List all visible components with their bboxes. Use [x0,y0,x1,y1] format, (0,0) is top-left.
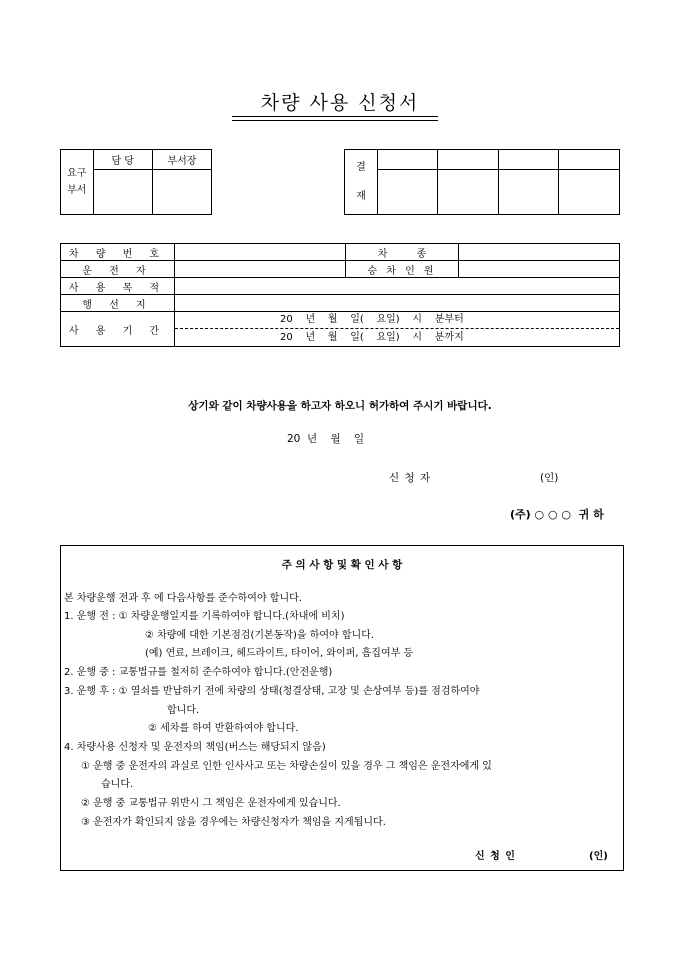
request-dept-col-head: 부서장 [152,150,211,170]
notice-signer-seal: (인) [589,851,608,862]
period-label: 사 용 기 간 [61,312,175,347]
page-title: 차량 사용 신청서 [260,92,420,114]
period-field[interactable] [175,312,620,347]
passengers-label: 승 차 인 원 [346,261,459,278]
approval-sign-4[interactable] [559,170,620,215]
approval-sign-1[interactable] [377,170,438,215]
notice-line: (예) 연료, 브레이크, 헤드라이트, 타이어, 와이퍼, 흠집여부 등 [145,648,414,659]
period-to: 20 년 월 일( 요일) 시 분까지 [280,332,464,343]
notice-line: 1. 운행 전 : ① 차량운행일지를 기록하여야 합니다.(차내에 비치) [64,611,345,622]
notice-line: 합니다. [167,705,200,716]
period-from: 20 년 월 일( 요일) 시 분부터 [175,312,619,329]
approval-sign-2[interactable] [438,170,499,215]
passengers-field[interactable] [459,261,620,278]
title-underline [232,116,438,117]
notice-line: ③ 운전자가 확인되지 않을 경우에는 차량신청자가 책임을 지게됩니다. [81,817,386,828]
notice-line: ② 운행 중 교통법규 위반시 그 책임은 운전자에게 있습니다. [81,798,341,809]
notice-line: ② 세차를 하여 반환하여야 합니다. [148,723,299,734]
applicant-seal: (인) [540,472,559,484]
applicant-label: 신 청 자 [389,472,432,484]
notice-line: ② 차량에 대한 기본점검(기본동작)을 하여야 합니다. [145,630,375,641]
approval-sign-3[interactable] [498,170,559,215]
request-text: 상기와 같이 차량사용을 하고자 하오니 허가하여 주시기 바랍니다. [188,400,492,412]
approval-header-4 [559,150,620,170]
date-line: 20 년 월 일 [287,433,365,445]
request-dept-col-staff: 담 당 [93,150,152,170]
destination-field[interactable] [175,295,620,312]
vehicle-info-table [60,243,620,347]
notice-signer: 신 청 인 [475,851,516,862]
notice-title: 주 의 사 항 및 확 인 사 항 [281,559,403,571]
notice-line: 본 차량운행 전과 후 에 다음사항를 준수하여야 합니다. [64,593,302,604]
vehicle-type-field[interactable] [459,244,620,261]
notice-box [60,545,624,871]
notice-line: 4. 차량사용 신청자 및 운전자의 책임(버스는 해당되지 않음) [64,742,326,753]
request-dept-label-top: 요구 [67,168,87,179]
driver-label: 운 전 자 [61,261,175,278]
notice-line: 습니다. [101,779,134,790]
approval-table [344,149,620,215]
approval-label-bottom: 재 [356,191,366,202]
approval-header-3 [498,150,559,170]
vehicle-type-label: 차 종 [346,244,459,261]
approval-header-1 [377,150,438,170]
destination-label: 행 선 지 [61,295,175,312]
request-dept-label [61,150,94,215]
approval-label [345,150,378,215]
request-dept-staff-sign[interactable] [93,170,152,215]
vehicle-number-field[interactable] [175,244,346,261]
request-dept-head-sign[interactable] [152,170,211,215]
approval-header-2 [438,150,499,170]
addressee: (주) ○ ○ ○ 귀 하 [510,508,604,521]
purpose-field[interactable] [175,278,620,295]
request-dept-table [60,149,212,215]
driver-field[interactable] [175,261,346,278]
approval-label-top: 결 [356,162,366,173]
notice-line: ① 운행 중 운전자의 과실로 인한 인사사고 또는 차량손실이 있을 경우 그 책임은 운전자에게 있 [81,761,492,772]
purpose-label: 사 용 목 적 [61,278,175,295]
request-dept-label-bottom: 부서 [67,185,87,196]
vehicle-number-label: 차 량 번 호 [61,244,175,261]
notice-line: 2. 운행 중 : 교통법규를 철저히 준수하여야 합니다.(안전운행) [64,667,333,678]
title-underline-double [232,120,438,121]
notice-line: 3. 운행 후 : ① 열쇠를 반납하기 전에 차량의 상태(청결상태, 고장 및 손상여부 등)를 점검하여야 [64,686,480,697]
